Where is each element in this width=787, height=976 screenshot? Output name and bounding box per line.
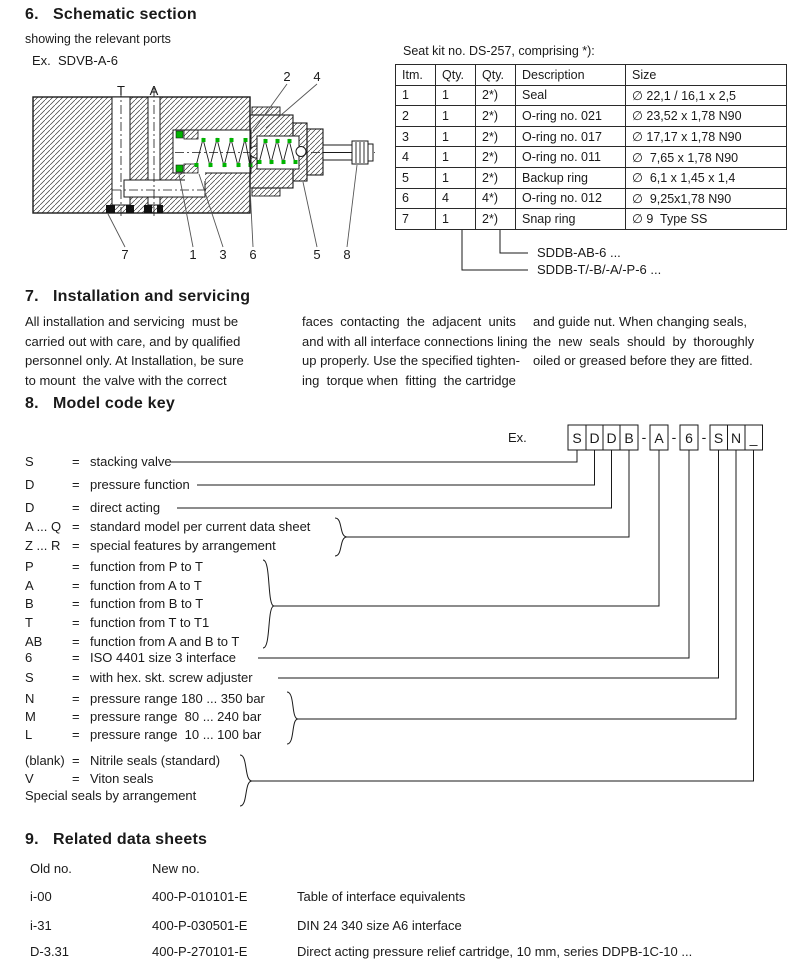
legend-text: pressure function: [90, 477, 190, 492]
legend-key: B: [25, 596, 34, 611]
cell: 2*): [476, 209, 516, 230]
legend-text: direct acting: [90, 500, 161, 515]
legend-text: special features by arrangement: [90, 538, 276, 553]
related-row-new: 400-P-270101-E: [152, 944, 248, 959]
cell: 2*): [476, 147, 516, 168]
cell: O-ring no. 011: [516, 147, 626, 168]
text-line: oiled or greased before they are fitted.: [533, 353, 753, 368]
legend-text: function from P to T: [90, 559, 203, 574]
text-line: the new seals should by thoroughly: [533, 333, 755, 349]
legend-key: L: [25, 727, 33, 742]
seal-green-top: [176, 131, 183, 138]
code-char: D: [606, 430, 617, 446]
cell: 6: [396, 188, 436, 209]
callout-3: 3: [219, 247, 227, 262]
legend-key: A: [25, 578, 34, 593]
section7-column-2: [302, 312, 534, 390]
text-line: carried out with care, and by qualified: [25, 333, 241, 349]
legend-eq: =: [72, 753, 80, 768]
legend-key: N: [25, 691, 35, 706]
table-row: [396, 147, 787, 168]
legend-key: P: [25, 559, 34, 574]
schematic-drawing: [0, 60, 392, 272]
text-line: faces contacting the adjacent units: [302, 314, 516, 329]
legend-eq: =: [72, 559, 80, 574]
header-size: Size: [626, 65, 787, 86]
text-line: to mount the valve with the correct: [25, 372, 227, 388]
callout-8: 8: [343, 247, 351, 262]
related-row-desc: Direct acting pressure relief cartridge, 10 mm, series DDPB-1C-10 ...: [297, 944, 693, 959]
code-char: S: [713, 430, 724, 446]
legend-text: standard model per current data sheet: [90, 519, 311, 534]
code-separator: -: [641, 429, 647, 445]
section7-column-1: [25, 312, 295, 390]
header-description: Description: [516, 65, 626, 86]
text-line: ing torque when fitting the cartridge: [302, 372, 516, 388]
section7-column-3: [533, 312, 787, 371]
table-row: [396, 209, 787, 230]
screw-adjuster: [323, 141, 373, 164]
related-row-old: i-00: [30, 889, 52, 904]
section9-number: 9.: [25, 831, 39, 848]
legend-eq: =: [72, 650, 80, 665]
port-label-t: T: [117, 83, 125, 98]
legend-key: D: [25, 500, 35, 515]
legend-key: AB: [25, 634, 43, 649]
legend-text: function from B to T: [90, 596, 204, 611]
section7-number: 7.: [25, 288, 39, 305]
adjuster-ball: [296, 147, 306, 157]
model-code-example-label: Ex.: [508, 430, 527, 445]
callout-7: 7: [121, 247, 129, 262]
related-row-old: D-3.31: [30, 944, 70, 959]
callout-2: 2: [283, 69, 291, 84]
legend-text: Nitrile seals (standard): [90, 753, 221, 768]
section8-title: Model code key: [53, 395, 175, 412]
legend-braces: [240, 518, 347, 806]
legend-eq: =: [72, 477, 80, 492]
cell: Backup ring: [516, 167, 626, 188]
cell: Snap ring: [516, 209, 626, 230]
section6-title: Schematic section: [53, 6, 197, 23]
text-line: up properly. Use the specified tighten-: [302, 353, 520, 368]
related-row-desc: DIN 24 340 size A6 interface: [297, 918, 462, 933]
cell: 7: [396, 209, 436, 230]
cell: O-ring no. 012: [516, 188, 626, 209]
header-qty2: Qty.: [476, 65, 516, 86]
code-separator: -: [671, 429, 677, 445]
header-qty1: Qty.: [436, 65, 476, 86]
legend-eq: =: [72, 709, 80, 724]
legend-text: pressure range 10 ... 100 bar: [90, 727, 262, 742]
table-row: [396, 167, 787, 188]
cell: 4: [436, 188, 476, 209]
legend-text: pressure range 180 ... 350 bar: [90, 691, 265, 706]
callout-4: 4: [313, 69, 321, 84]
callout-1: 1: [189, 247, 197, 262]
legend-key: T: [25, 615, 33, 630]
callout-5: 5: [313, 247, 321, 262]
cell: 4: [396, 147, 436, 168]
cell: ∅ 9,25x1,78 N90: [626, 188, 787, 209]
table-row: [396, 126, 787, 147]
cell: 1: [436, 147, 476, 168]
cell: 1: [436, 85, 476, 106]
table-row: [396, 85, 787, 106]
code-char: S: [572, 430, 582, 446]
section9-heading: [25, 831, 207, 849]
legend-eq: =: [72, 596, 80, 611]
cell: 1: [436, 209, 476, 230]
legend-eq: =: [72, 500, 80, 515]
legend-eq: =: [72, 771, 80, 786]
cell: ∅ 6,1 x 1,45 x 1,4: [626, 167, 787, 188]
seat-kit-title: Seat kit no. DS-257, comprising *):: [403, 44, 595, 58]
legend-eq: =: [72, 727, 80, 742]
legend-key: 6: [25, 650, 33, 665]
callout-6: 6: [249, 247, 257, 262]
cell: O-ring no. 021: [516, 106, 626, 127]
section6-heading: [25, 6, 197, 24]
legend-eq: =: [72, 691, 80, 706]
footnote-sddb-t: SDDB-T/-B/-A/-P-6 ...: [537, 262, 662, 277]
legend-key: S: [25, 670, 34, 685]
text-line: and guide nut. When changing seals,: [533, 314, 747, 329]
cell: 1: [436, 126, 476, 147]
legend-text: function from T to T1: [90, 615, 210, 630]
legend-text: function from A and B to T: [90, 634, 240, 649]
related-header-old: Old no.: [30, 861, 72, 876]
legend-key: Z ... R: [25, 538, 61, 553]
model-code-diagram: [0, 415, 787, 810]
cell: ∅ 22,1 / 16,1 x 2,5: [626, 85, 787, 106]
code-char: B: [624, 430, 634, 446]
legend-text: Viton seals: [90, 771, 154, 786]
cell: 3: [396, 126, 436, 147]
cell: 2*): [476, 167, 516, 188]
legend-eq: =: [72, 670, 80, 685]
legend-key: Special seals by arrangement: [25, 788, 197, 803]
cell: 2*): [476, 126, 516, 147]
seat-kit-table: [395, 64, 787, 230]
code-char: _: [749, 430, 758, 446]
legend-eq: =: [72, 615, 80, 630]
internal-channel: [124, 180, 205, 197]
seat-kit-footnotes: [395, 230, 787, 282]
schematic-example-label: Ex. SDVB-A-6: [32, 53, 118, 68]
table-row: [396, 188, 787, 209]
cell: 1: [436, 106, 476, 127]
cell: 5: [396, 167, 436, 188]
section7-title: Installation and servicing: [53, 288, 251, 305]
model-code-legend: [25, 454, 311, 803]
related-header-new: New no.: [152, 861, 200, 876]
section6-subtitle: showing the relevant ports: [25, 32, 171, 46]
related-row-desc: Table of interface equivalents: [297, 889, 466, 904]
section8-heading: [25, 395, 175, 413]
legend-eq: =: [72, 538, 80, 553]
section7-heading: [25, 288, 250, 306]
footnote-sddb-ab: SDDB-AB-6 ...: [537, 245, 621, 260]
legend-eq: =: [72, 454, 80, 469]
legend-text: function from A to T: [90, 578, 202, 593]
manifold-block: [33, 97, 251, 213]
seal-green-bottom: [176, 165, 183, 172]
legend-text: with hex. skt. screw adjuster: [90, 670, 253, 685]
table-header-row: [396, 65, 787, 86]
legend-key: A ... Q: [25, 519, 62, 534]
cell: ∅ 23,52 x 1,78 N90: [626, 106, 787, 127]
cell: 2*): [476, 85, 516, 106]
header-itm: Itm.: [396, 65, 436, 86]
text-line: and with all interface connections lining: [302, 333, 528, 349]
code-char: N: [730, 430, 742, 446]
legend-text: pressure range 80 ... 240 bar: [90, 709, 262, 724]
legend-eq: =: [72, 519, 80, 534]
text-line: All installation and servicing must be: [25, 314, 239, 329]
legend-key: (blank): [25, 753, 65, 768]
cell: ∅ 17,17 x 1,78 N90: [626, 126, 787, 147]
table-row: [396, 106, 787, 127]
code-char: D: [589, 430, 600, 446]
section9-title: Related data sheets: [53, 831, 208, 848]
legend-eq: =: [72, 578, 80, 593]
cell: 2*): [476, 106, 516, 127]
related-row-new: 400-P-030501-E: [152, 918, 248, 933]
legend-eq: =: [72, 634, 80, 649]
legend-key: M: [25, 709, 36, 724]
related-row-old: i-31: [30, 918, 52, 933]
cell: ∅ 7,65 x 1,78 N90: [626, 147, 787, 168]
cell: 2: [396, 106, 436, 127]
port-label-a: A: [149, 83, 159, 98]
model-code-boxes: [568, 425, 763, 450]
section8-number: 8.: [25, 395, 39, 412]
legend-text: ISO 4401 size 3 interface: [90, 650, 236, 665]
legend-key: S: [25, 454, 34, 469]
section6-number: 6.: [25, 6, 39, 23]
cell: 4*): [476, 188, 516, 209]
cell: Seal: [516, 85, 626, 106]
cell: O-ring no. 017: [516, 126, 626, 147]
cell: ∅ 9 Type SS: [626, 209, 787, 230]
code-separator: -: [701, 429, 707, 445]
cell: 1: [396, 85, 436, 106]
code-char: 6: [685, 430, 693, 446]
legend-text: stacking valve: [90, 454, 172, 469]
legend-key: V: [25, 771, 34, 786]
text-line: personnel only. At Installation, be sure: [25, 353, 244, 368]
code-char: A: [654, 430, 664, 446]
legend-key: D: [25, 477, 35, 492]
related-row-new: 400-P-010101-E: [152, 889, 248, 904]
cell: 1: [436, 167, 476, 188]
